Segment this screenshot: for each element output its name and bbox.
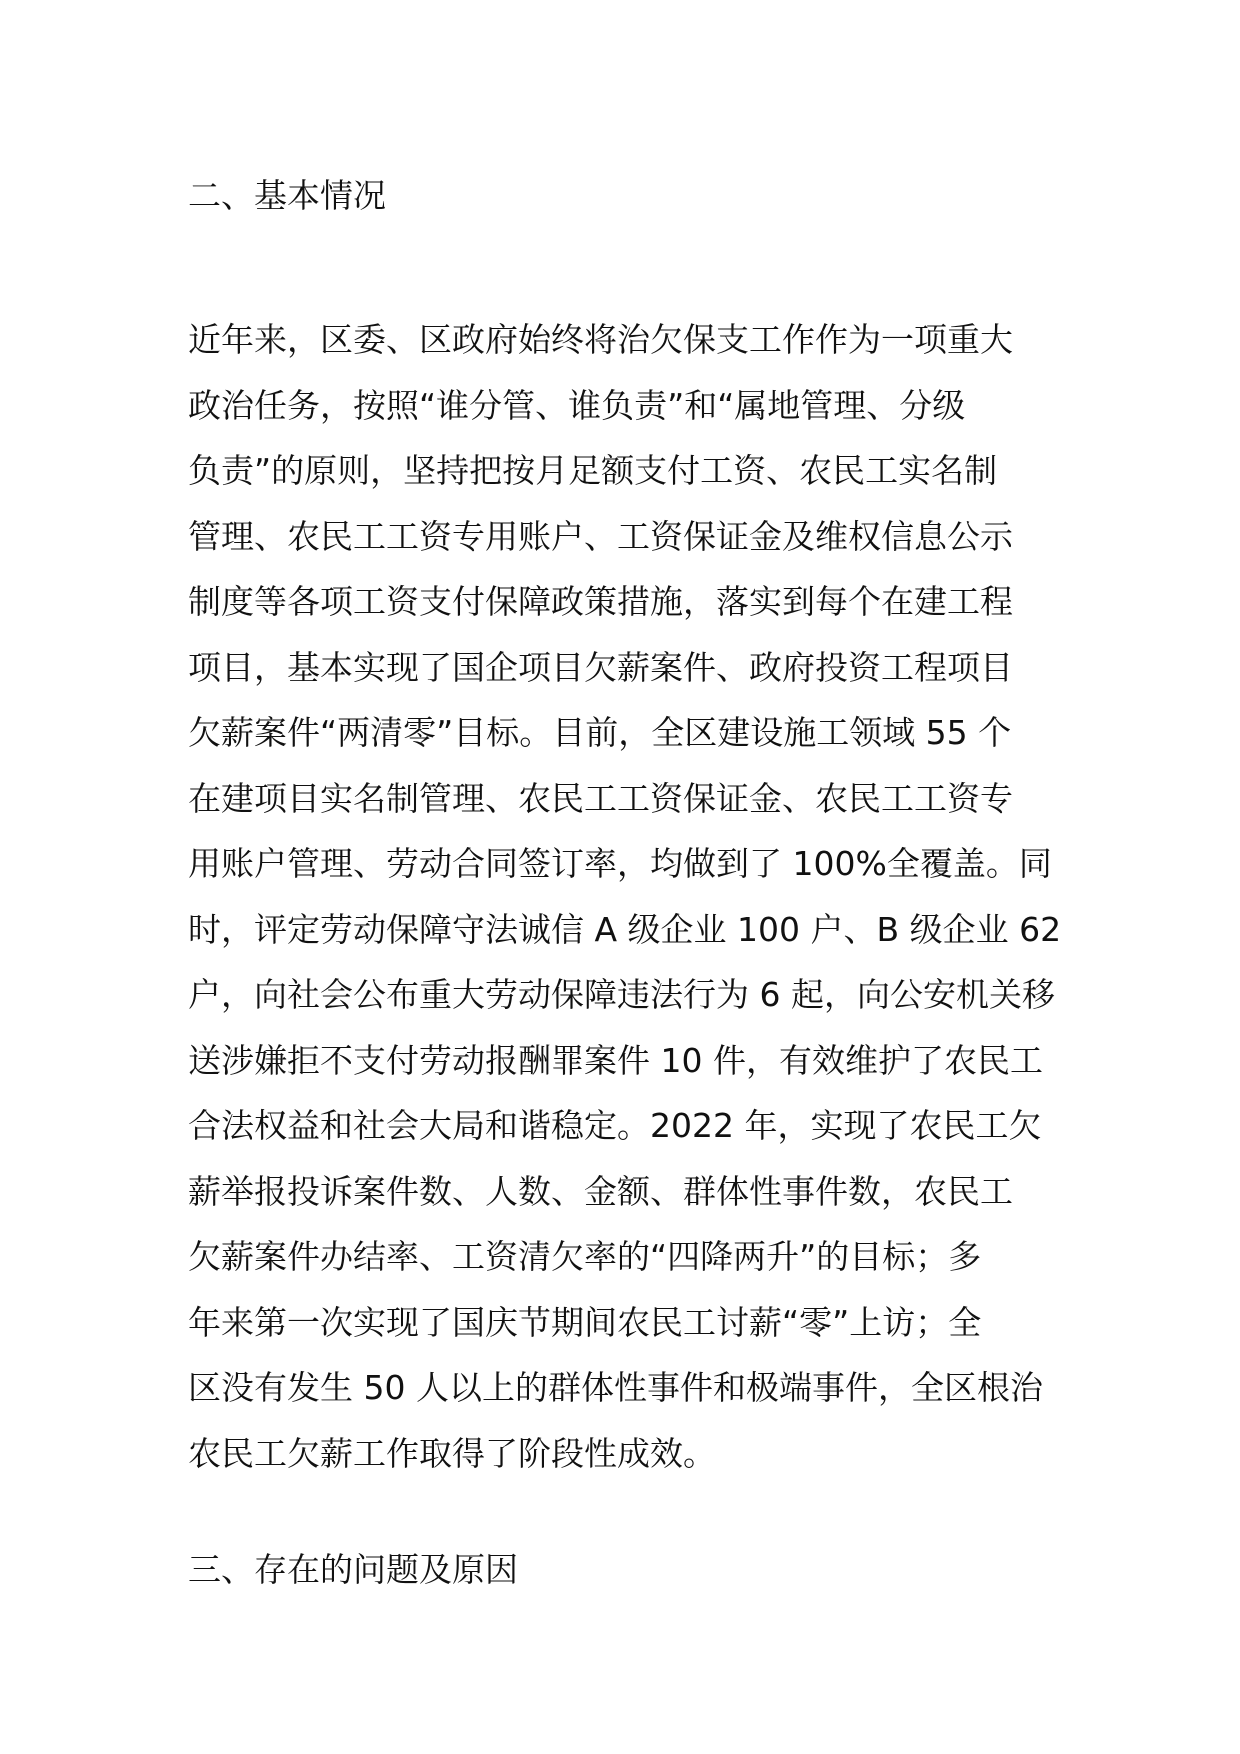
paragraph-line: 时，评定劳动保障守法诚信 A 级企业 100 户、B 级企业 62 <box>188 909 1062 949</box>
section-heading-problems-and-causes: 三、存在的问题及原因 <box>188 1550 518 1589</box>
paragraph-line: 送涉嫌拒不支付劳动报酬罪案件 10 件，有效维护了农民工 <box>188 1040 1043 1080</box>
paragraph-line: 制度等各项工资支付保障政策措施，落实到每个在建工程 <box>188 582 1013 621</box>
paragraph-line: 合法权益和社会大局和谐稳定。2022 年，实现了农民工欠 <box>188 1106 1042 1145</box>
paragraph-line: 农民工欠薪工作取得了阶段性成效。 <box>188 1433 716 1473</box>
paragraph-line: 户，向社会公布重大劳动保障违法行为 6 起，向公安机关移 <box>188 975 1055 1014</box>
section-body-paragraph <box>188 307 1068 1486</box>
paragraph-line: 区没有发生 50 人以上的群体性事件和极端事件，全区根治 <box>188 1368 1043 1407</box>
paragraph-line: 政治任务，按照“谁分管、谁负责”和“属地管理、分级 <box>188 385 966 425</box>
paragraph-line: 年来第一次实现了国庆节期间农民工讨薪“零”上访；全 <box>188 1302 982 1342</box>
paragraph-line: 用账户管理、劳动合同签订率，均做到了 100%全覆盖。同 <box>188 844 1052 883</box>
paragraph-line: 欠薪案件办结率、工资清欠率的“四降两升”的目标；多 <box>188 1237 982 1276</box>
paragraph-line: 负责”的原则，坚持把按月足额支付工资、农民工实名制 <box>188 451 998 490</box>
paragraph-line: 在建项目实名制管理、农民工工资保证金、农民工工资专 <box>188 778 1013 818</box>
paragraph-line: 欠薪案件“两清零”目标。目前，全区建设施工领域 55 个 <box>188 713 1012 752</box>
paragraph-line: 近年来，区委、区政府始终将治欠保支工作作为一项重大 <box>188 320 1013 359</box>
paragraph-line: 管理、农民工工资专用账户、工资保证金及维权信息公示 <box>188 516 1013 556</box>
paragraph-line: 项目，基本实现了国企项目欠薪案件、政府投资工程项目 <box>188 647 1013 687</box>
paragraph-line: 薪举报投诉案件数、人数、金额、群体性事件数，农民工 <box>188 1171 1013 1211</box>
section-heading-basic-situation: 二、基本情况 <box>188 176 386 215</box>
